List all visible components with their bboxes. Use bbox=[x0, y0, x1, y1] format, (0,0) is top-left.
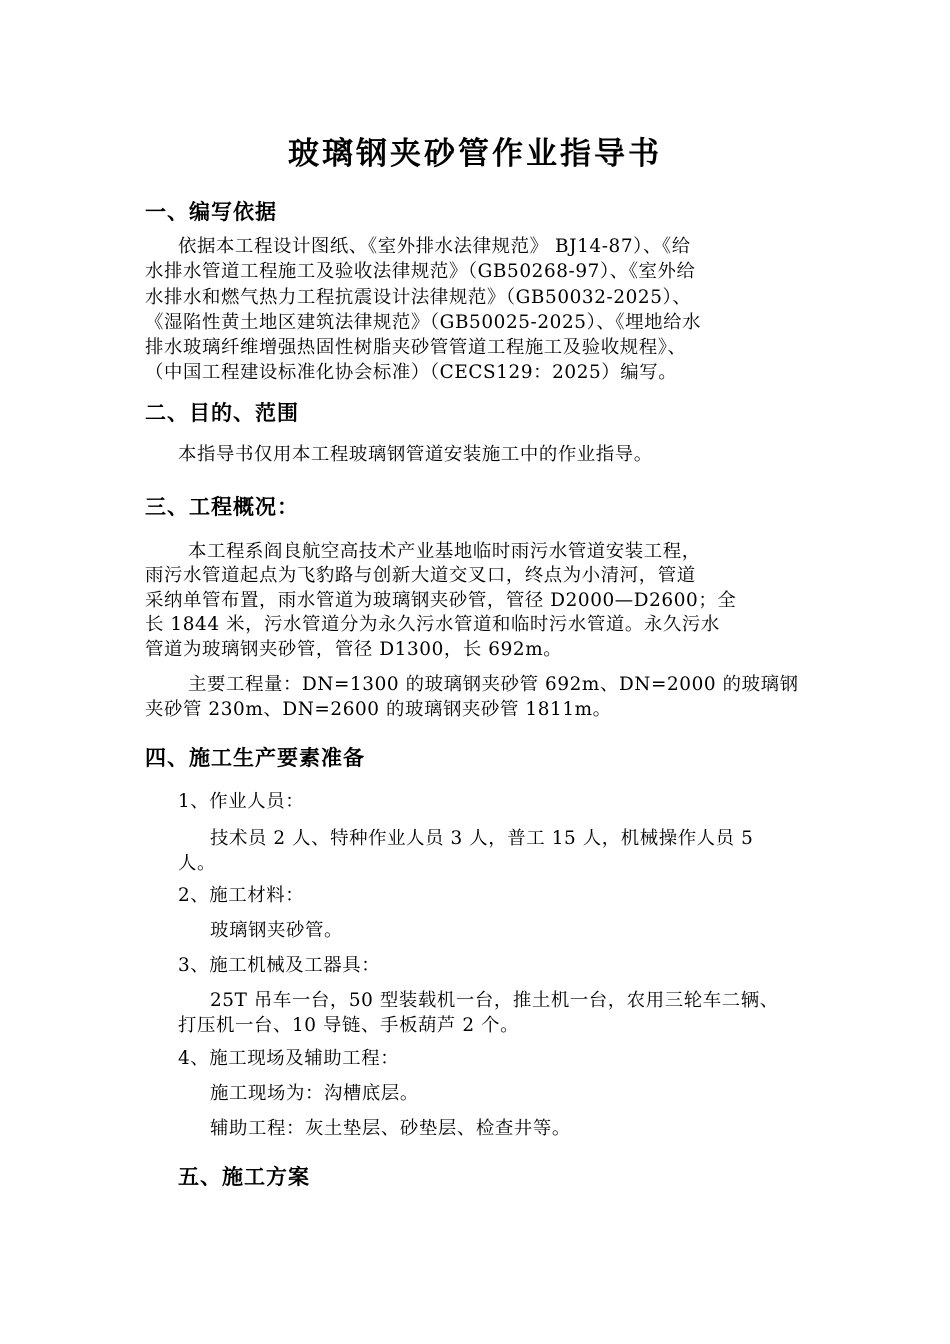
basis-line-3: 水排水和燃气热力工程抗震设计法律规范》（GB50032-2025）、 bbox=[145, 287, 692, 308]
prep-item-label-machinery: 3、施工机械及工器具： bbox=[178, 955, 381, 976]
prep-item-label-materials: 2、施工材料： bbox=[178, 885, 305, 906]
section-heading-basis: 一、编写依据 bbox=[145, 200, 277, 224]
section-heading-plan: 五、施工方案 bbox=[178, 1165, 310, 1189]
basis-line-1: 依据本工程设计图纸、《室外排水法律规范》 BJ14-87）、《给 bbox=[178, 236, 691, 257]
basis-line-2: 水排水管道工程施工及验收法律规范》（GB50268-97）、《室外给 bbox=[145, 261, 696, 282]
prep-item-text-personnel-2: 人。 bbox=[178, 853, 216, 874]
section-heading-preparation: 四、施工生产要素准备 bbox=[145, 746, 365, 770]
basis-line-4: 《湿陷性黄土地区建筑法律规范》（GB50025-2025）、《埋地给水 bbox=[145, 312, 702, 333]
quantity-line-1: 主要工程量：DN=1300 的玻璃钢夹砂管 692m、DN=2000 的玻璃钢 bbox=[188, 674, 799, 695]
quantity-line-2: 夹砂管 230m、DN=2600 的玻璃钢夹砂管 1811m。 bbox=[145, 699, 612, 720]
prep-item-text-materials: 玻璃钢夹砂管。 bbox=[210, 920, 343, 941]
prep-item-text-personnel-1: 技术员 2 人、特种作业人员 3 人，普工 15 人，机械操作人员 5 bbox=[210, 828, 754, 849]
prep-item-text-site-1: 施工现场为：沟槽底层。 bbox=[210, 1083, 419, 1104]
overview-line-4: 长 1844 米，污水管道分为永久污水管道和临时污水管道。永久污水 bbox=[145, 614, 720, 635]
prep-item-text-site-2: 辅助工程：灰土垫层、砂垫层、检查井等。 bbox=[210, 1118, 571, 1139]
basis-line-5: 排水玻璃纤维增强热固性树脂夹砂管管道工程施工及验收规程》、 bbox=[145, 337, 687, 358]
section-heading-overview: 三、工程概况： bbox=[145, 495, 299, 519]
document-title: 玻璃钢夹砂管作业指导书 bbox=[288, 136, 662, 172]
prep-item-text-machinery-1: 25T 吊车一台，50 型装载机一台，推土机一台，农用三轮车二辆、 bbox=[210, 990, 779, 1011]
purpose-text: 本指导书仅用本工程玻璃钢管道安装施工中的作业指导。 bbox=[178, 444, 653, 465]
section-heading-purpose: 二、目的、范围 bbox=[145, 401, 299, 425]
overview-line-2: 雨污水管道起点为飞豹路与创新大道交叉口，终点为小清河，管道 bbox=[145, 565, 696, 586]
basis-line-6: （中国工程建设标准化协会标准）（CECS129：2025）编写。 bbox=[145, 362, 678, 383]
prep-item-label-personnel: 1、作业人员： bbox=[178, 791, 305, 812]
prep-item-text-machinery-2: 打压机一台、10 导链、手板葫芦 2 个。 bbox=[178, 1015, 520, 1036]
prep-item-label-site: 4、施工现场及辅助工程： bbox=[178, 1048, 400, 1069]
overview-line-3: 采纳单管布置，雨水管道为玻璃钢夹砂管，管径 D2000—D2600；全 bbox=[145, 590, 737, 611]
overview-line-1: 本工程系阎良航空高技术产业基地临时雨污水管道安装工程， bbox=[188, 541, 701, 562]
overview-line-5: 管道为玻璃钢夹砂管，管径 D1300，长 692m。 bbox=[145, 639, 563, 660]
